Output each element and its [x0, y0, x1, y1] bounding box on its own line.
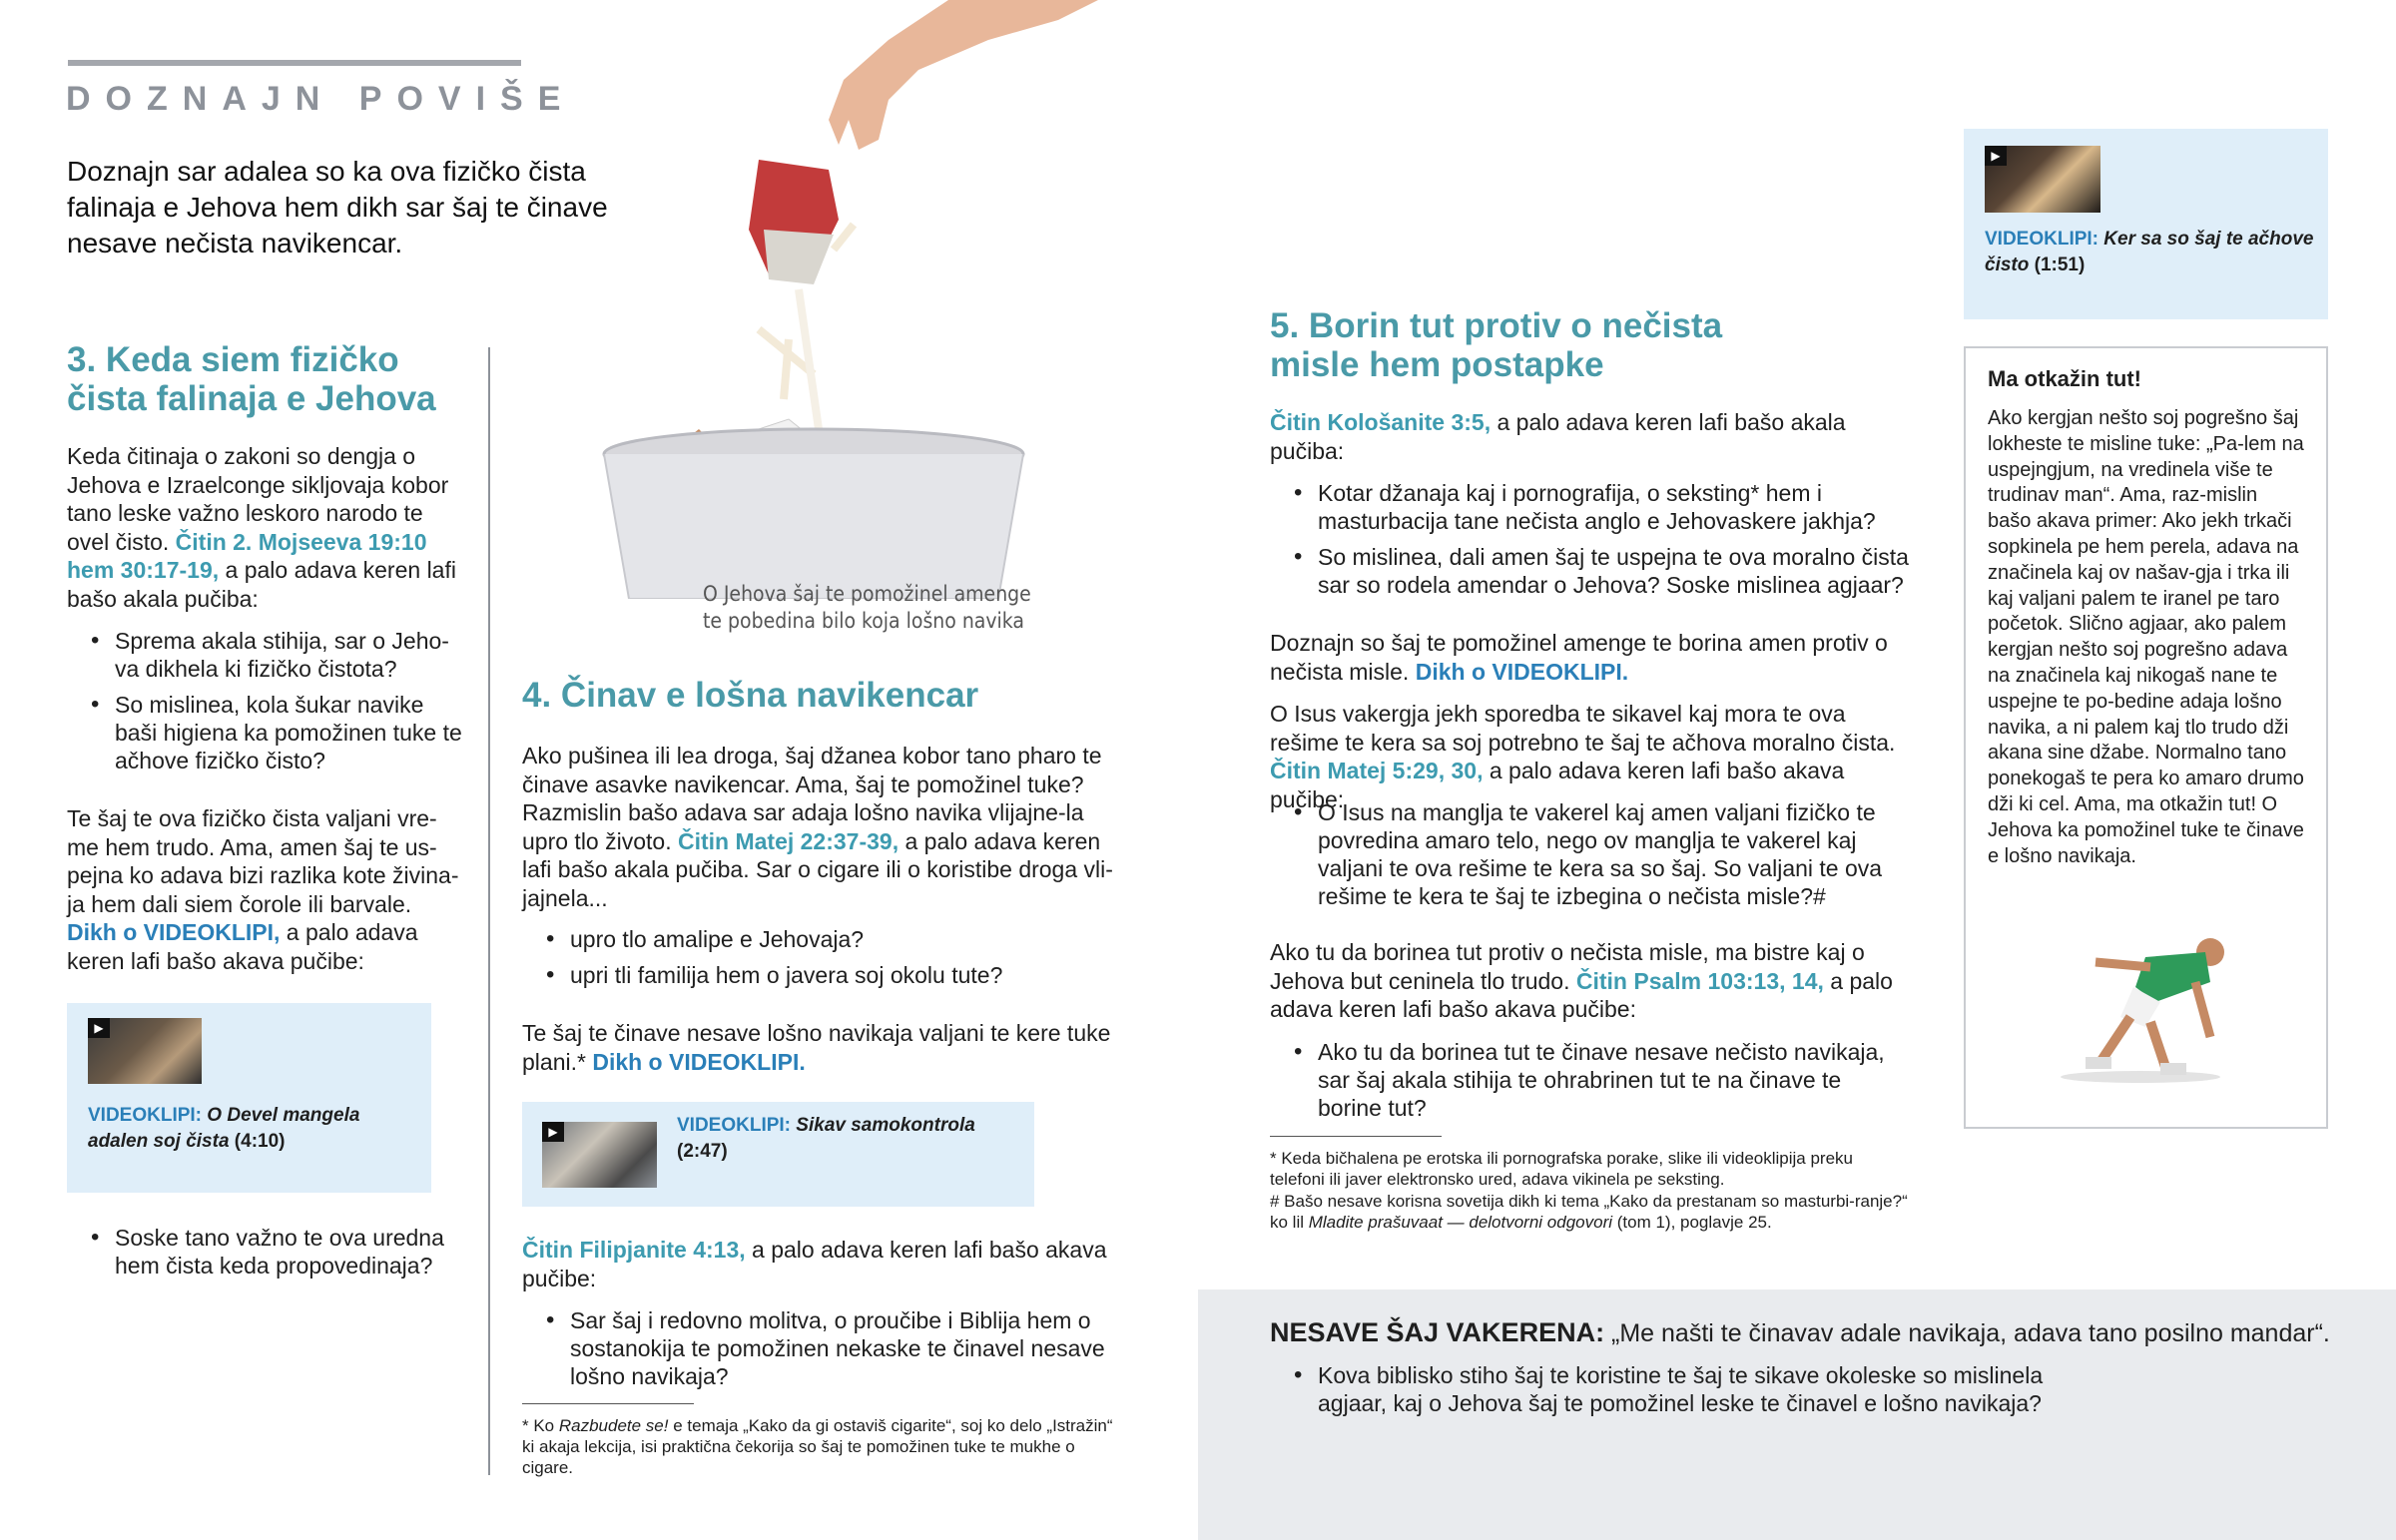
footnote-rule: [1270, 1136, 1442, 1137]
section3-last-bullet: [67, 1224, 466, 1280]
scripture-link-psalm[interactable]: Čitin Psalm 103:13, 14,: [1575, 967, 1824, 994]
encouragement-box: [1964, 346, 2328, 1129]
scripture-link-matej-5[interactable]: Čitin Matej 5:29, 30,: [1270, 758, 1484, 783]
play-icon[interactable]: ▶: [88, 1018, 110, 1038]
section4-paragraph2: Te šaj te činave nesave lošno navikaja valjani te kere tuke plani.* Dikh o VIDEOKLIPI.: [522, 1020, 1111, 1075]
list-item: • Sar šaj i redovno molitva, o proučibe i Biblija hem o sostanokija te pomožinen nekaske te činavel nesave lošno navikaja?: [522, 1306, 1121, 1390]
section4-paragraph3: Čitin Filipjanite 4:13, a palo adava keren lafi bašo akava pučibe:: [522, 1237, 1107, 1291]
intro-text: Doznajn sar adalea so ka ova fizičko čista falinaja e Jehova hem dikh sar šaj te činave nesave nečista navikencar.: [67, 156, 608, 258]
list-item: • upri tli familija hem o javera soj okolu tute?: [522, 961, 1121, 989]
section5-paragraph3: O Isus vakergja jekh sporedba te sikavel kaj mora te ova rešime te kera sa soj potrebno te šaj te ačhova moralno čista. Čitin Matej 5:29, 30, a palo adava keren lafi bašo akava pučibe:: [1270, 701, 1896, 812]
scripture-link-2-mojseeva[interactable]: Čitin 2. Mojseeva 19:10 hem 30:17-19,: [67, 528, 427, 583]
video-link[interactable]: Dikh o VIDEOKLIPI.: [1415, 658, 1629, 685]
list-item: • So mislinea, dali amen šaj te uspejna te ova moralno čista sar so rodela amendar o Jehova? Soske mislinea agjaar?: [1270, 543, 1909, 599]
hand-icon: [829, 0, 1098, 150]
video-thumbnail[interactable]: [542, 1122, 657, 1188]
section4-paragraph1: Ako pušinea ili lea droga, šaj džanea kobor tano pharo te činave asavke navikencar. Ama, šaj te pomožinel tuke? Razmislin bašo adava sar adaja lošno navika vlijajne-la upro tlo životo. Čitin Matej 22:37-39, a palo adava keren lafi bašo akala pučiba. Sar o cigare ili o koristibe droga vli-jajnela...: [522, 743, 1113, 911]
video-link[interactable]: Dikh o VIDEOKLIPI,: [67, 919, 281, 945]
runner-illustration: [2046, 927, 2245, 1087]
video-link[interactable]: Dikh o VIDEOKLIPI.: [592, 1048, 806, 1075]
list-item: • upro tlo amalipe e Jehovaja?: [522, 925, 1121, 953]
section5-paragraph2: Doznajn so šaj te pomožinel amenge te borina amen protiv o nečista misle. Dikh o VIDEOKLIPI.: [1270, 630, 1888, 685]
video-caption: VIDEOKLIPI: O Devel mangela adalen soj čista (4:10): [88, 1105, 360, 1152]
video-card-samokontrola[interactable]: [522, 1102, 1034, 1207]
section5-footnote2: # Bašo nesave korisna sovetija dikh ki tema „Kako da prestanam so masturbi-ranje?“ ko lil Mladite prašuvaat — delotvorni odgovori (tom 1), poglavje 25.: [1270, 1192, 1908, 1232]
section3-paragraph2: Te šaj te ova fizičko čista valjani vre-me hem trudo. Ama, amen šaj te us-pejna ko adava bizi razlika kote živina-ja hem dali siem čorole ili barvale. Dikh o VIDEOKLIPI, a palo adava keren lafi bašo akava pučibe:: [67, 805, 459, 974]
image-caption: O Jehova šaj te pomožinel amenge te pobedina bilo koja lošno navika: [703, 582, 1031, 633]
header-rule: [68, 60, 521, 66]
section4-bullets: [522, 925, 1121, 989]
trash-can-illustration: [589, 0, 1108, 599]
video-card-devel[interactable]: [67, 1003, 431, 1193]
section3-heading: 3. Keda siem fizičko čista falinaja e Jehova: [67, 340, 436, 418]
video-caption: VIDEOKLIPI: Sikav samokontrola (2:47): [677, 1115, 975, 1162]
video-card-cisto[interactable]: [1964, 129, 2328, 319]
list-item: • O Isus na manglja te vakerel kaj amen valjani fizičko te povredina amaro telo, nego ov manglja te vakerel kaj valjani te ova rešime te kera sa so šaj. So valjani te ova rešime te kera te šaj te izbegina o nečista misle?#: [1270, 798, 1909, 910]
page-title: DOZNAJN POVIŠE: [66, 80, 576, 118]
section5-bullets3: [1270, 1038, 1909, 1122]
section5-footnote1: * Keda bičhalena pe erotska ili pornografska porake, slike ili videoklipija preku telefoni ili javer elektronsko ured, adava vikinela pe seksting.: [1270, 1149, 1853, 1189]
list-item: • Kotar džanaja kaj i pornografija, o seksting* hem i masturbacija tane nečista anglo e Jehovaskere jakhja?: [1270, 479, 1909, 535]
section4-bullets2: [522, 1306, 1121, 1390]
objection-box: [1198, 1289, 2396, 1540]
video-caption: VIDEOKLIPI: Ker sa so šaj te ačhove čisto (1:51): [1985, 229, 2314, 275]
cigarette-icon: [834, 225, 854, 250]
section4-footnote: * Ko Razbudete se! e temaja „Kako da gi ostaviš cigarite“, soj ko delo „Istražin“ ki akaja lekcija, isi praktična čekorija so šaj te pomožinen tuke te mukhe o cigare.: [522, 1416, 1113, 1477]
section3-bullets: [67, 627, 466, 774]
list-item: • So mislinea, kola šukar navike baši higiena ka pomožinen tuke te ačhove fizičko čisto?: [67, 691, 466, 774]
section5-paragraph1: Čitin Kološanite 3:5, a palo adava keren lafi bašo akala pučiba:: [1270, 409, 1846, 464]
video-thumbnail[interactable]: [88, 1018, 202, 1084]
objection-label: NESAVE ŠAJ VAKERENA:: [1270, 1317, 1605, 1347]
list-item: • Soske tano važno te ova uredna hem čista keda propovedinaja?: [67, 1224, 466, 1280]
objection-bullets: [1270, 1361, 2108, 1417]
footnote-rule: [522, 1403, 694, 1404]
scripture-link-filipjanite[interactable]: Čitin Filipjanite 4:13,: [522, 1237, 746, 1263]
scripture-link-matej-22[interactable]: Čitin Matej 22:37-39,: [677, 827, 899, 854]
section5-heading: 5. Borin tut protiv o nečista misle hem postapke: [1270, 306, 1723, 384]
list-item: • Sprema akala stihija, sar o Jeho-va dikhela ki fizičko čistota?: [67, 627, 466, 683]
section5-paragraph4: Ako tu da borinea tut protiv o nečista misle, ma bistre kaj o Jehova but ceninela tlo trudo. Čitin Psalm 103:13, 14, a palo adava keren lafi bašo akava pučibe:: [1270, 939, 1893, 1022]
section3-paragraph1: Keda čitinaja o zakoni so dengja o Jehova e Izraelconge sikljovaja kobor tano leske važno leskoro narodo te ovel čisto. Čitin 2. Mojseeva 19:10 hem 30:17-19, a palo adava keren lafi bašo akala pučiba:: [67, 443, 456, 612]
play-icon[interactable]: ▶: [542, 1122, 564, 1142]
column-divider: [488, 347, 490, 1475]
box-text: Ako kergjan nešto soj pogrešno šaj lokheste te misline tuke: „Pa-lem na uspejngjum, na vredinela više te trudinav man“. Ama, raz-mislin bašo akava primer: Ako jekh trkači sopkinela pe hem perela, adava na značinela kaj ov našav-gja i trka ili kaj valjani palem te iranel pe taro početok. Slično agjaar, ako palem kergjan nešto soj pogrešno adava na značinela kaj nikogaš nane te uspejne te po-bedine adaja lošno navika, a ni palem kaj tlo trudo dži akana sine džabe. Normalno tano ponekogaš te pera ko amaro drumo dži ki cel. Ama, ma otkažin tut! O Jehova ka pomožinel tuke te činave e lošno navikaja.: [1988, 407, 2304, 867]
box-title: Ma otkažin tut!: [1988, 366, 2141, 391]
section5-bullets2: [1270, 798, 1909, 910]
list-item: • Kova biblisko stiho šaj te koristine te šaj te sikave okoleske so mislinela agjaar, kaj o Jehova šaj te pomožinel leske te činavel e lošno navikaja?: [1270, 1361, 2108, 1417]
scripture-link-kolosanite[interactable]: Čitin Kološanite 3:5,: [1270, 409, 1492, 435]
section5-bullets: [1270, 479, 1909, 599]
play-icon[interactable]: ▶: [1985, 146, 2007, 166]
section4-heading: 4. Činav e lošna navikencar: [522, 676, 979, 715]
objection-text: NESAVE ŠAJ VAKERENA: „Me našti te činavav adale navikaja, adava tano posilno mandar“.: [1270, 1317, 2330, 1347]
video-thumbnail[interactable]: [1985, 146, 2100, 213]
list-item: • Ako tu da borinea tut te činave nesave nečisto navikaja, sar šaj akala stihija te ohrabrinen tut te na činave te borine tut?: [1270, 1038, 1909, 1122]
